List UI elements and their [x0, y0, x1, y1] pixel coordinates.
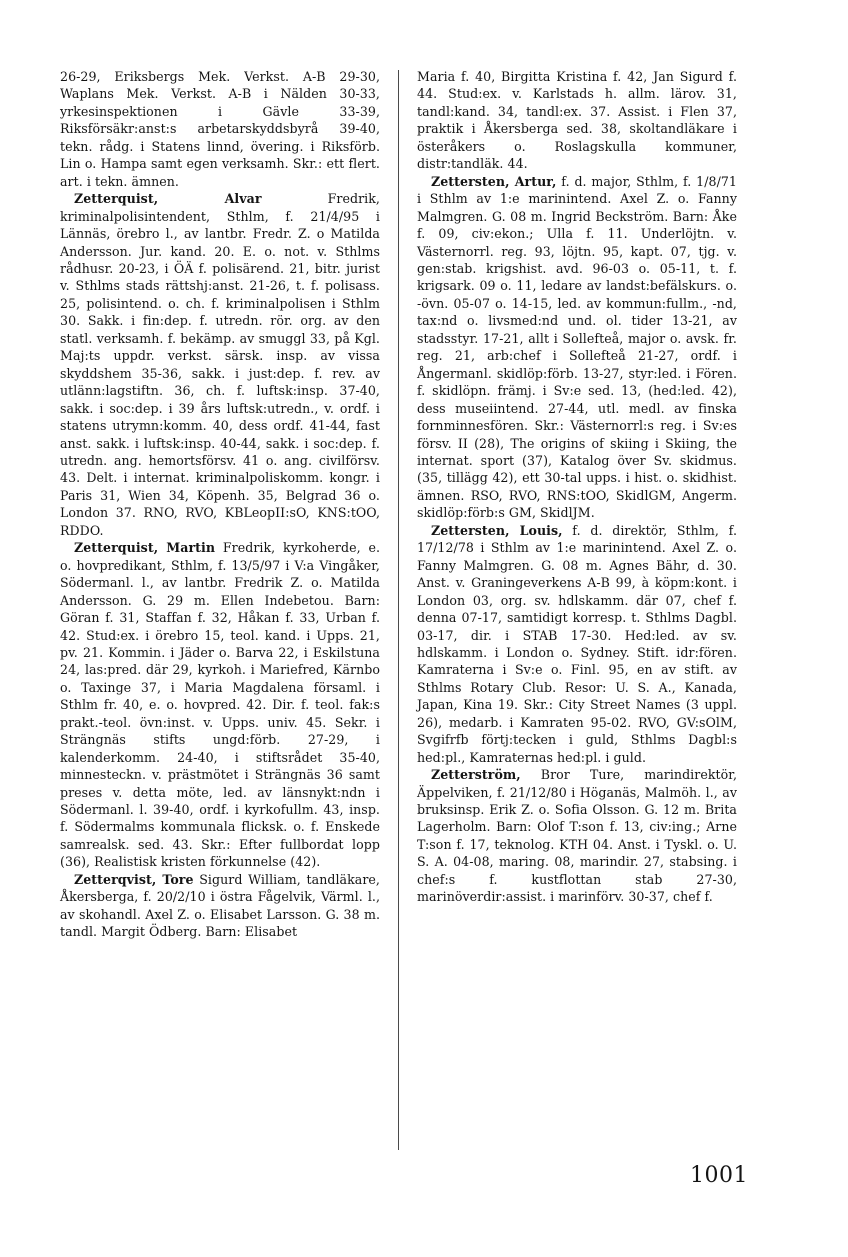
entry-zetterquist-alvar: [60, 190, 380, 539]
entry-text: Bror Ture, marindirektör, Äppelviken, f. 21/12/80 i Höganäs, Malmöh. l., av bruksinsp. Erik Z. o. Sofia Olsson. G. 12 m. Brita Lagerholm. Barn: Olof T:son f. 13, civ:ing.; Arne T:son f. 17, teknolog. KTH 04. Anst. i Tyskl. o. U. S. A. 04-08, maring. 08, marindir. 27, stabsing. i chef:s f. kustflottan stab 27-30, marinöverdir:assist. i marinförv. 30-37, chef f.: [417, 767, 737, 905]
entry-name: Zetterqvist, Tore: [74, 871, 194, 887]
entry-zetterstrom-bror: [417, 766, 737, 906]
entry-continuation: [60, 68, 380, 190]
column-divider: [398, 70, 399, 1150]
entry-text: Sigurd William, tandläkare, Åkersberga, f. 20/2/10 i östra Fågelvik, Värml. l., av skohandl. Axel Z. o. Elisabet Larsson. G. 38 m. tandl. Margit Ödberg. Barn: Elisabet: [60, 871, 380, 940]
entry-text: f. d. direktör, Sthlm, f. 17/12/78 i Sthlm av 1:e marinintend. Axel Z. o. Fanny Malmgren. G. 08 m. Agnes Bähr, d. 30. Anst. v. Graningeverkens A-B 99, à köpm:kont. i London 03, org. sv. hdlskamm. där 07, chef f. denna 07-17, samtidigt korresp. t. Sthlms Dagbl. 03-17, dir. i STAB 17-30. Hed:led. av sv. hdlskamm. i London o. Sydney. Stift. idr:fören. Kamraterna i Sv:e o. Finl. 95, en av stift. av Sthlms Rotary Club. Resor: U. S. A., Kanada, Japan, Kina 19. Skr.: City Street Names (3 uppl. 26), medarb. i Kamraten 95-02. RVO, GV:sOlM, Svgifrfb förtj:tecken i guld, Sthlms Dagbl:s hed:pl., Kamraternas hed:pl. i guld.: [417, 522, 737, 765]
entry-zetterquist-martin: [60, 539, 380, 871]
entry-name: Zettersten, Artur,: [431, 173, 557, 189]
entry-zettersten-artur: [417, 173, 737, 522]
entry-text: Fredrik, kriminalpolisintendent, Sthlm, f. 21/4/95 i Lännäs, örebro l., av lantbr. Fredr. Z. o Matilda Andersson. Jur. kand. 20. E. o. not. v. Sthlms rådhusr. 20-23, i ÖÄ f. polisärend. 21, bitr. jurist v. Sthlms stads rättshj:anst. 21-26, t. f. polisass. 25, polisintend. o. ch. f. kriminalpolisen i Sthlm 30. Sakk. i fin:dep. f. utredn. rör. org. av den statl. verksamh. f. bekämp. av smuggl 33, på Kgl. Maj:ts uppdr. verkst. särsk. insp. av vissa skyddshem 35-36, sakk. i just:dep. f. rev. av utlänn:lagstiftn. 36, ch. f. luftsk:insp. 37-40, sakk. i soc:dep. i 39 års luftsk:utredn., v. ordf. i statens utrymn:komm. 40, dess ordf. 41-44, fast anst. sakk. i luftsk:insp. 40-44, sakk. i soc:dep. f. utredn. ang. hemortsförsv. 41 o. ang. civilförsv. 43. Delt. i internat. kriminalpoliskomm. kongr. i Paris 31, Wien 34, Köpenh. 35, Belgrad 36 o. London 37. RNO, RVO, KBLeopII:sO, KNS:tOO, RDDO.: [60, 191, 380, 538]
entry-zettersten-louis: [417, 522, 737, 766]
entry-text: Fredrik, kyrkoherde, e. o. hovpredikant, Sthlm, f. 13/5/97 i V:a Vingåker, Södermanl. l., av lantbr. Fredrik Z. o. Matilda Andersson. G. 29 m. Ellen Indebetou. Barn: Göran f. 31, Staffan f. 32, Håkan f. 33, Urban f. 42. Stud:ex. i örebro 15, teol. kand. i Upps. 21, pv. 21. Kommin. i Jäder o. Barva 22, i Eskilstuna 24, las:pred. där 29, kyrkoh. i Mariefred, Kärnbo o. Taxinge 37, i Maria Magdalena församl. i Sthlm fr. 40, e. o. hovpred. 42. Dir. f. teol. fak:s prakt.-teol. övn:inst. v. Upps. univ. 45. Sekr. i Strängnäs stifts ungd:förb. 27-29, i kalenderkomm. 24-40, i stiftsrådet 35-40, minnesteckn. v. prästmötet i Strängnäs 36 samt preses v. detta möte, led. av länsnykt:ndn i Södermanl. l. 39-40, ordf. i kyrkofullm. 43, insp. f. Södermalms kommunala flicksk. o. f. Enskede samrealsk. sed. 43. Skr.: Efter fullbordat lopp (36), Realistisk kristen förkunnelse (42).: [60, 540, 380, 870]
entry-text: 26-29, Eriksbergs Mek. Verkst. A-B 29-30, Waplans Mek. Verkst. A-B i Nälden 30-33, yrkesinspektionen i Gävle 33-39, Riksförsäkr:anst:s arbetarskyddsbyrå 39-40, tekn. rådg. i Statens linnd, övering. i Riksförb. Lin o. Hampa samt egen verksamh. Skr.: ett flert. art. i tekn. ämnen.: [60, 69, 380, 189]
entry-text: Maria f. 40, Birgitta Kristina f. 42, Jan Sigurd f. 44. Stud:ex. v. Karlstads h. allm. lärov. 31, tandl:kand. 34, tandl:ex. 37. Assist. i Flen 37, praktik i Åkersberga sed. 38, skoltandläkare i österåkers o. Roslagskulla kommuner, distr:tandläk. 44.: [417, 69, 737, 172]
entry-name: Zetterquist, Alvar: [74, 191, 262, 207]
entry-zetterqvist-tore: [60, 871, 380, 941]
page-number: 1001: [690, 1163, 748, 1188]
left-column: [60, 68, 380, 941]
entry-continuation: [417, 68, 737, 173]
right-column: [417, 68, 737, 906]
entry-name: Zettersten, Louis,: [431, 522, 563, 538]
entry-name: Zetterquist, Martin: [74, 540, 216, 556]
entry-name: Zetterström,: [431, 767, 521, 783]
entry-text: f. d. major, Sthlm, f. 1/8/71 i Sthlm av 1:e marinintend. Axel Z. o. Fanny Malmgren. G. 08 m. Ingrid Beckström. Barn: Åke f. 09, civ:ekon.; Ulla f. 11. Underlöjtn. v. Västernorrl. reg. 93, löjtn. 95, kapt. 07, tjg. v. gen:stab. krigshist. avd. 96-03 o. 05-11, t. f. krigsark. 09 o. 11, ledare av landst:befälskurs. o. -övn. 05-07 o. 14-15, led. av kommun:fullm., -nd, tax:nd o. livsmed:nd und. ol. tider 13-21, av stadsstyr. 17-21, allt i Sollefteå, major o. avsk. fr. reg. 21, arb:chef i Sollefteå 21-27, ordf. i Ångermanl. skidlöp:förb. 13-27, styr:led. i Fören. f. skidlöpn. främj. i Sv:e sed. 13, (hed:led. 42), dess museiintend. 27-44, utl. medl. av finska fornminnesfören. Skr.: Västernorrl:s reg. i Sv:es försv. II (28), The origins of skiing i Skiing, the internat. sport (37), Katalog över Sv. skidmus. (35, tillägg 42), ett 30-tal upps. i hist. o. skidhist. ämnen. RSO, RVO, RNS:tOO, SkidlGM, Angerm. skidlöp:förb:s GM, SkidlJM.: [417, 173, 737, 521]
